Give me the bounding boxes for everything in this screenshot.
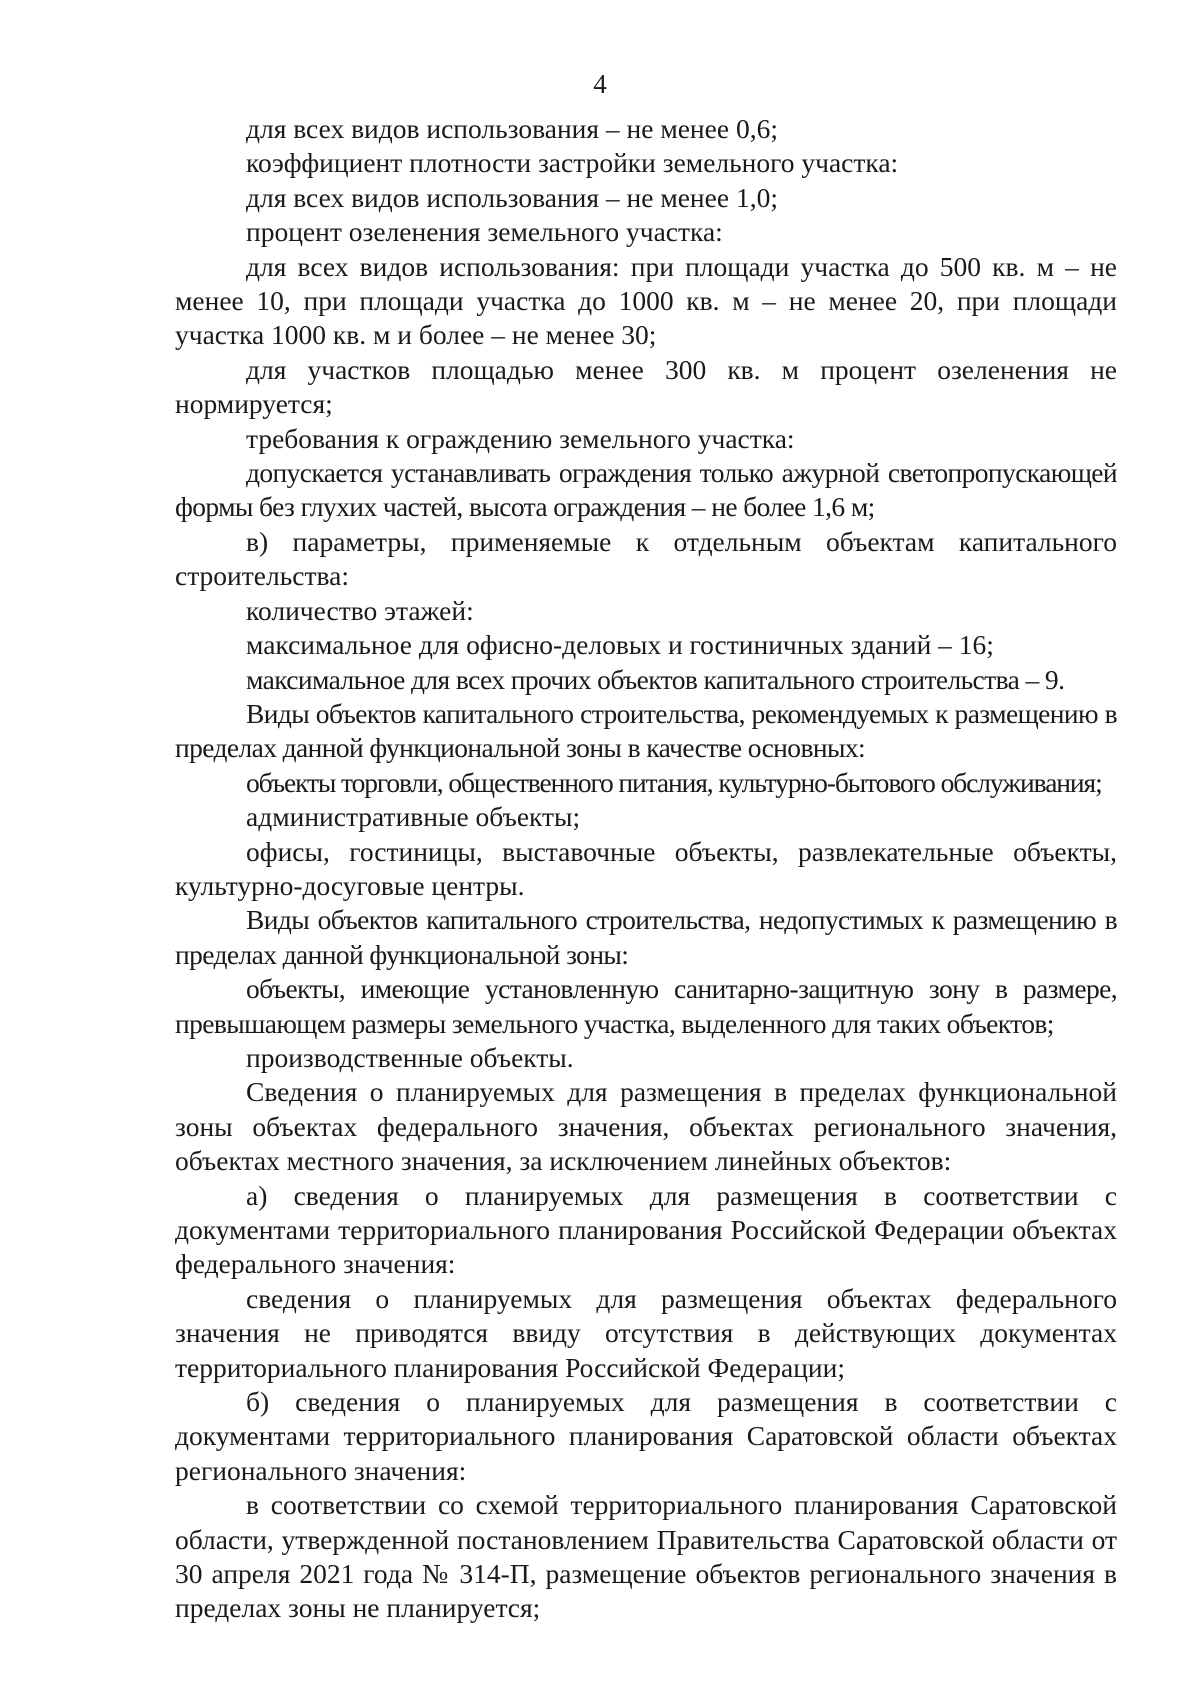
paragraph: Виды объектов капитального строительства, рекомендуемых к размещению в пределах данной функциональной зоны в качестве основных: [175, 697, 1117, 764]
paragraph: для всех видов использования – не менее 1,0; [246, 181, 778, 213]
paragraph: производственные объекты. [246, 1041, 574, 1073]
document-body [175, 112, 1117, 1626]
paragraph: для всех видов использования – не менее 0,6; [246, 113, 778, 144]
paragraph: коэффициент плотности застройки земельного участка: [246, 147, 899, 179]
paragraph: процент озеленения земельного участка: [246, 216, 723, 248]
paragraph: объекты, имеющие установленную санитарно-защитную зону в размере, превышающем размеры земельного участка, выделенного для таких объектов; [175, 973, 1117, 1039]
paragraph: для участков площадью менее 300 кв. м процент озеленения не нормируется; [175, 353, 1117, 420]
paragraph: Сведения о планируемых для размещения в пределах функциональной зоны объектах федерального значения, объектах регионального значения, объектах местного значения, за исключением линейных объектов: [175, 1076, 1117, 1177]
paragraph: в соответствии со схемой территориального планирования Саратовской области, утвержденной постановлением Правительства Саратовской области от 30 апреля 2021 года № 314-П, размещение объектов регионального значения в пределах зоны не планируется; [175, 1489, 1117, 1624]
paragraph: сведения о планируемых для размещения объектах федерального значения не приводятся ввиду отсутствия в действующих документах территориального планирования Российской Федерации; [175, 1282, 1117, 1383]
paragraph: максимальное для всех прочих объектов капитального строительства – 9. [246, 663, 1065, 695]
paragraph: допускается устанавливать ограждения только ажурной светопропускающей формы без глухих частей, высота ограждения – не более 1,6 м; [175, 457, 1117, 523]
paragraph: офисы, гостиницы, выставочные объекты, развлекательные объекты, культурно-досуговые центры. [175, 835, 1117, 901]
paragraph: административные объекты; [246, 801, 581, 833]
paragraph: для всех видов использования: при площади участка до 500 кв. м – не менее 10, при площади участка до 1000 кв. м – не менее 20, при площади участка 1000 кв. м и более – не менее 30; [175, 250, 1117, 351]
paragraph: максимальное для офисно-деловых и гостиничных зданий – 16; [246, 629, 994, 661]
paragraph: объекты торговли, общественного питания, культурно-бытового обслуживания; [246, 766, 1102, 798]
paragraph: б) сведения о планируемых для размещения в соответствии с документами территориального планирования Саратовской области объектах регионального значения: [175, 1386, 1117, 1486]
paragraph: а) сведения о планируемых для размещения в соответствии с документами территориального планирования Российской Федерации объектах федерального значения: [175, 1179, 1117, 1280]
paragraph: количество этажей: [246, 594, 474, 626]
paragraph: требования к ограждению земельного участка: [246, 422, 795, 454]
paragraph: Виды объектов капитального строительства, недопустимых к размещению в пределах данной функциональной зоны: [175, 904, 1117, 970]
page-number: 4 [593, 69, 607, 99]
paragraph: в) параметры, применяемые к отдельным объектам капитального строительства: [175, 525, 1117, 592]
